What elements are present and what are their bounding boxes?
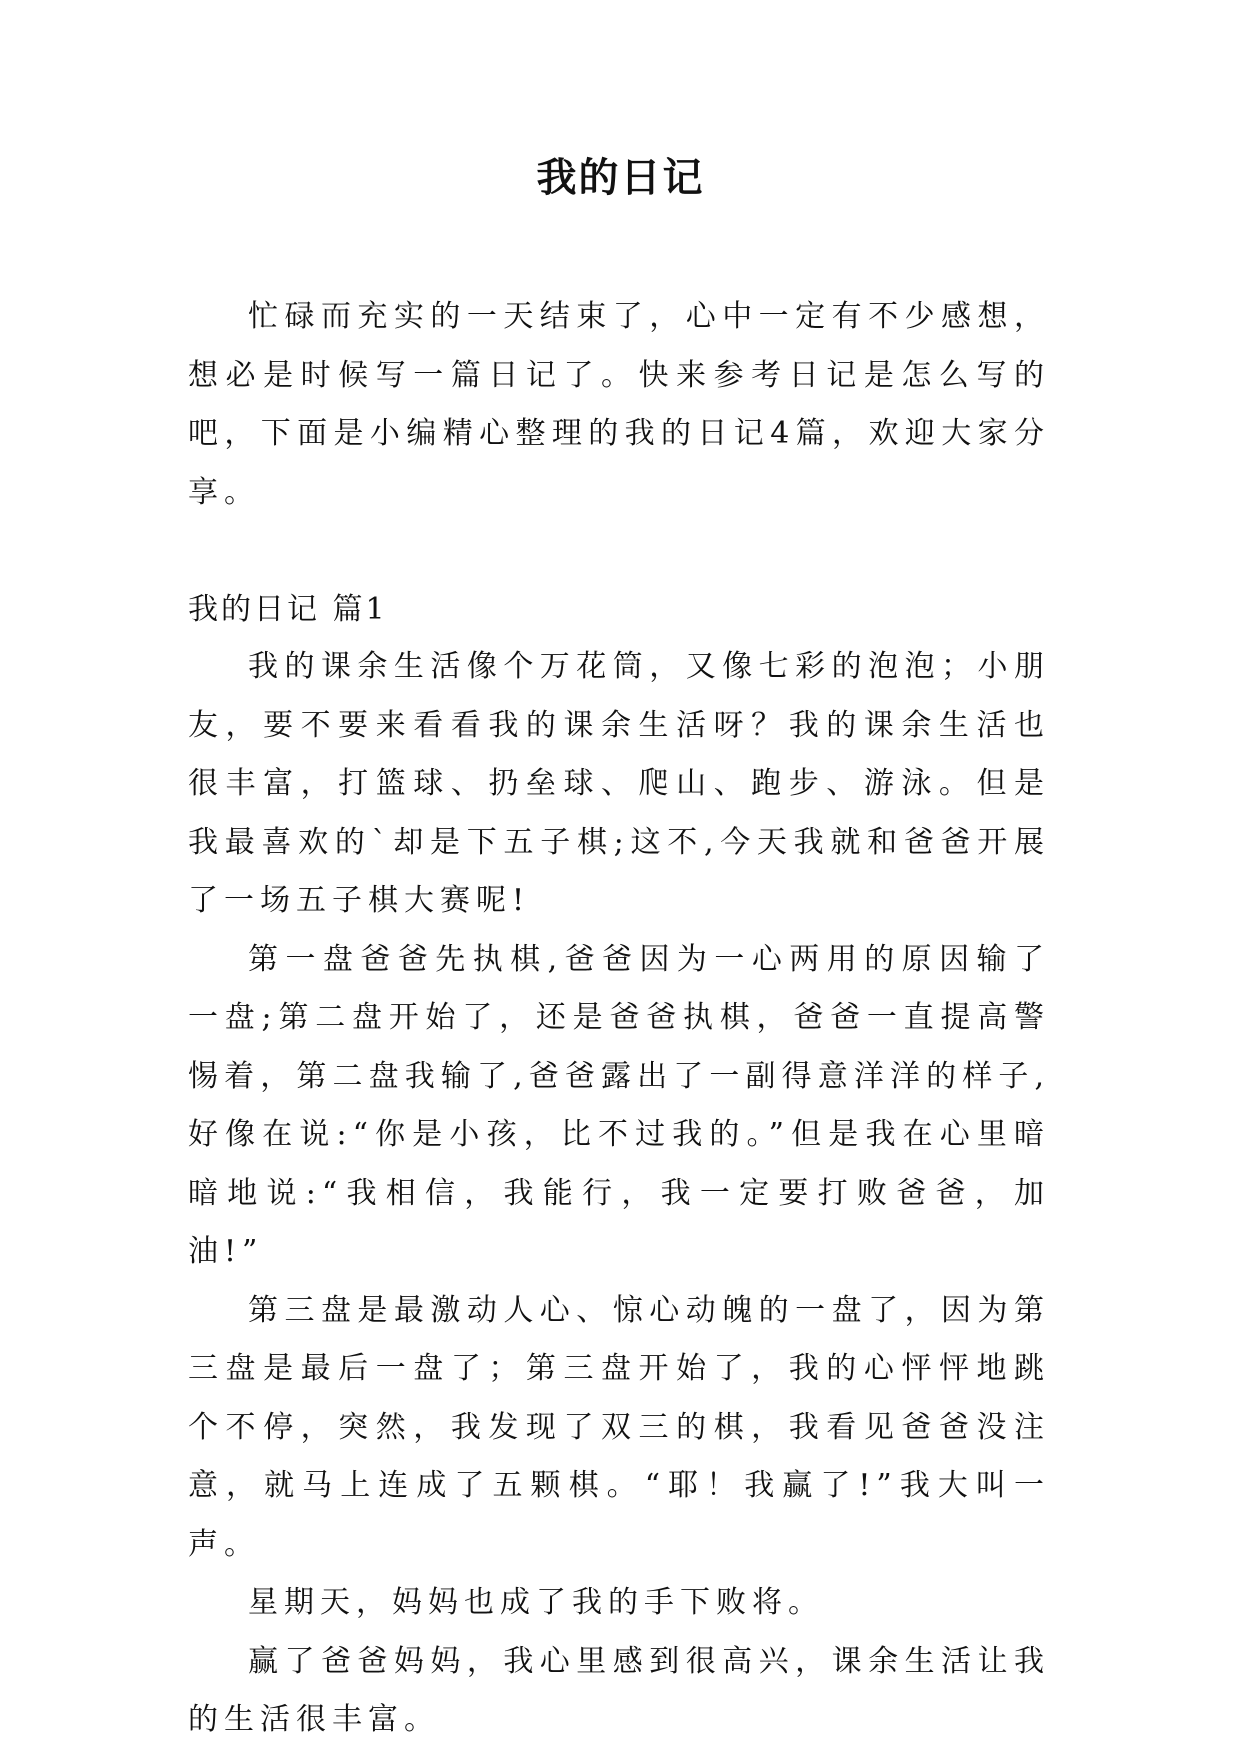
body-paragraph-1: 我的课余生活像个万花筒，又像七彩的泡泡；小朋友，要不要来看看我的课余生活呀？我的课余生活也很丰富，打篮球、扔垒球、爬山、跑步、游泳。但是我最喜欢的`却是下五子棋;这不,今天我就和爸爸开展了一场五子棋大赛呢! bbox=[188, 649, 1050, 918]
document-title: 我的日记 bbox=[536, 155, 705, 201]
body-paragraph-2: 第一盘爸爸先执棋,爸爸因为一心两用的原因输了一盘;第二盘开始了，还是爸爸执棋，爸爸一直提高警惕着，第二盘我输了,爸爸露出了一副得意洋洋的样子,好像在说:“你是小孩，比不过我的。”但是我在心里暗暗地说:“我相信，我能行，我一定要打败爸爸，加油!” bbox=[188, 941, 1050, 1269]
document-body bbox=[188, 288, 1050, 1750]
body-paragraph-4: 星期天，妈妈也成了我的手下败将。 bbox=[248, 1585, 824, 1620]
body-paragraph-5: 赢了爸爸妈妈，我心里感到很高兴，课余生活让我的生活很丰富。 bbox=[188, 1643, 1050, 1737]
section-heading: 我的日记 篇1 bbox=[188, 592, 388, 627]
body-paragraph-3: 第三盘是最激动人心、惊心动魄的一盘了，因为第三盘是最后一盘了；第三盘开始了，我的心怦怦地跳个不停，突然，我发现了双三的棋，我看见爸爸没注意，就马上连成了五颗棋。“耶！我赢了!”我大叫一声。 bbox=[188, 1292, 1050, 1562]
intro-paragraph: 忙碌而充实的一天结束了，心中一定有不少感想，想必是时候写一篇日记了。快来参考日记是怎么写的吧，下面是小编精心整理的我的日记4篇，欢迎大家分享。 bbox=[188, 299, 1050, 510]
